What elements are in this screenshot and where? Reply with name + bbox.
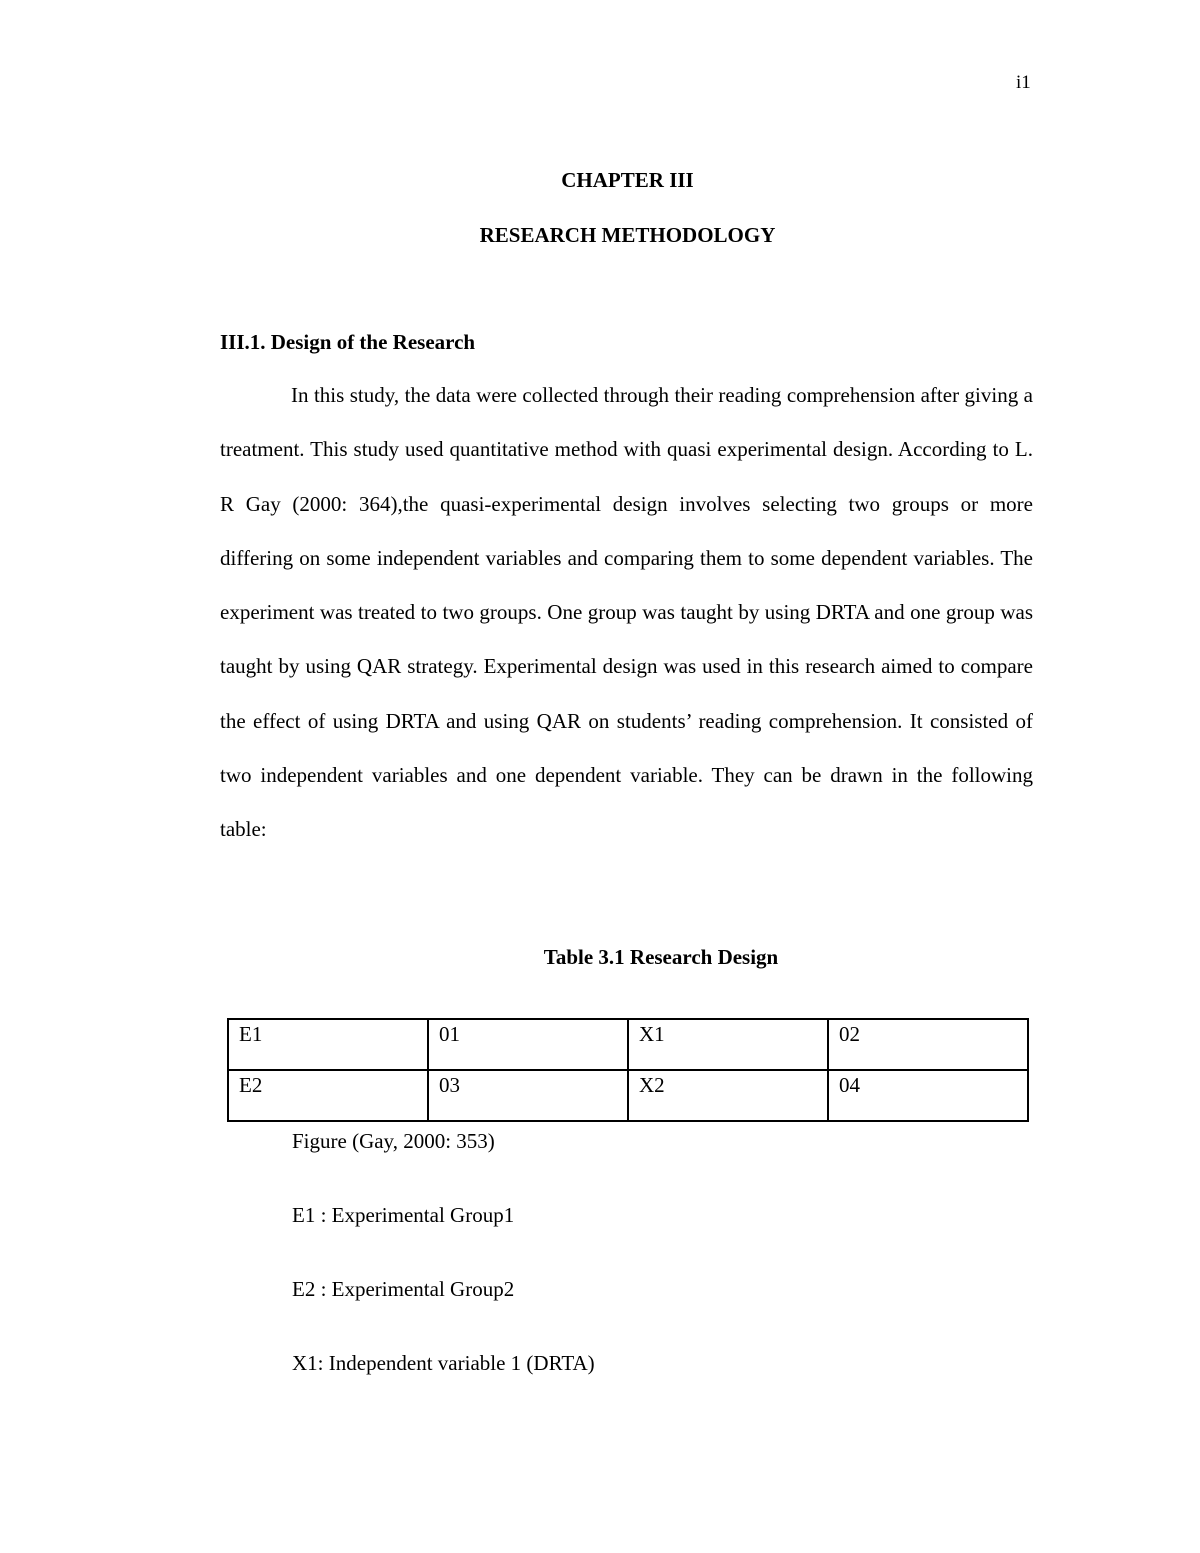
chapter-title: CHAPTER III [561, 168, 694, 192]
body-paragraph: In this study, the data were collected through their reading comprehension after giving a treatment. This study used quantitative method with quasi experimental design. According to L. R Gay (2000: 364),the quasi-experimental design involves selecting two groups or more differing on some independent variables and comparing them to some dependent variables. The experiment was treated to two groups. One group was taught by using DRTA and one group was taught by using QAR strategy. Experimental design was used in this research aimed to compare the effect of using DRTA and using QAR on students’ reading comprehension. It consisted of two independent variables and one dependent variable. They can be drawn in the following table: [220, 383, 1033, 842]
table-cell: 04 [828, 1070, 1028, 1121]
figure-source-note: Figure (Gay, 2000: 353) [292, 1129, 495, 1153]
legend-item-e2: E2 : Experimental Group2 [292, 1277, 515, 1301]
page-number: i1 [1016, 72, 1031, 93]
table-caption: Table 3.1 Research Design [543, 945, 779, 969]
section-heading: III.1. Design of the Research [220, 330, 476, 354]
table-cell: X2 [628, 1070, 828, 1121]
table-row [228, 1070, 1028, 1121]
table-cell: 02 [828, 1019, 1028, 1070]
table-cell: X1 [628, 1019, 828, 1070]
research-design-table [227, 1018, 1029, 1122]
table-cell: 01 [428, 1019, 628, 1070]
chapter-subtitle: RESEARCH METHODOLOGY [479, 223, 776, 247]
table-row [228, 1019, 1028, 1070]
legend-item-e1: E1 : Experimental Group1 [292, 1203, 515, 1227]
legend-item-x1: X1: Independent variable 1 (DRTA) [292, 1351, 595, 1375]
table-cell: E1 [228, 1019, 428, 1070]
table-cell: 03 [428, 1070, 628, 1121]
table-cell: E2 [228, 1070, 428, 1121]
